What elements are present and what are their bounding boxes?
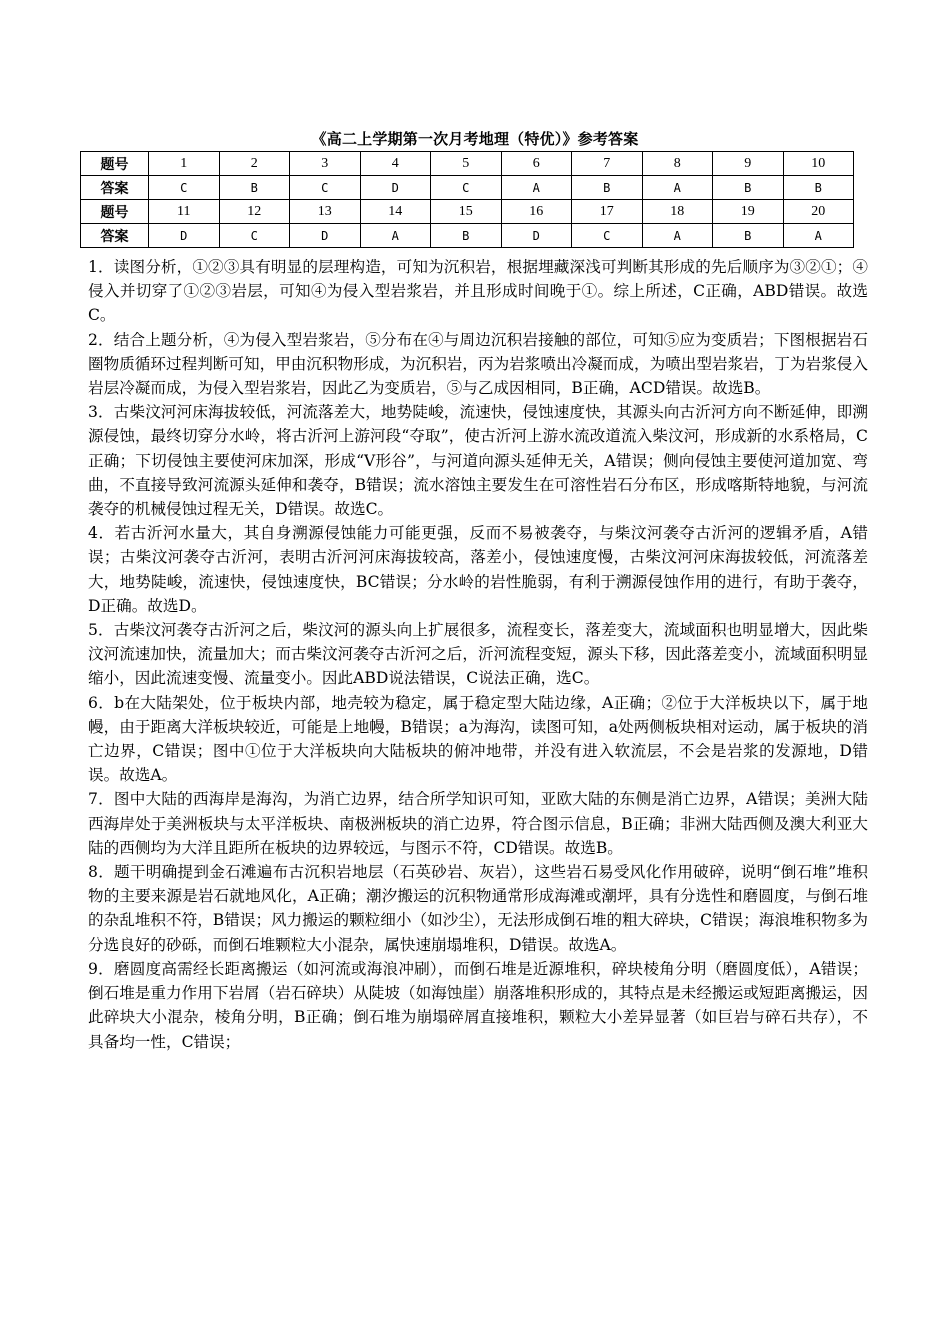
row-label-answer: 答案 xyxy=(81,176,149,200)
explanation-paragraph: 2．结合上题分析，④为侵入型岩浆岩，⑤分布在④与周边沉积岩接触的部位，可知⑤应为变质岩；下图根据岩石圈物质循环过程判断可知，甲由沉积物形成，为沉积岩，丙为岩浆喷出冷凝而成，为喷出型岩浆岩，丁为岩浆侵入岩层冷凝而成，为侵入型岩浆岩，因此乙为变质岩，⑤与乙成因相同，B正确，ACD错误。故选B。 xyxy=(88,330,868,398)
question-number-cell: 14 xyxy=(360,200,431,224)
answer-key-table xyxy=(80,151,854,248)
answer-cell: B xyxy=(783,176,854,200)
question-number-cell: 6 xyxy=(501,152,572,176)
explanation-paragraph: 8．题干明确提到金石滩遍布古沉积岩地层（石英砂岩、灰岩），这些岩石易受风化作用破碎，说明“倒石堆”堆积物的主要来源是岩石就地风化，A正确；潮汐搬运的沉积物通常形成海滩或潮坪，具有分选性和磨圆度，与倒石堆的杂乱堆积不符，B错误；风力搬运的颗粒细小（如沙尘），无法形成倒石堆的粗大碎块，C错误；海浪堆积物多为分选良好的砂砾，而倒石堆颗粒大小混杂，属快速崩塌堆积，D错误。故选A。 xyxy=(88,863,868,954)
answer-cell: C xyxy=(149,176,220,200)
explanation-paragraph: 3．古柴汶河河床海拔较低，河流落差大，地势陡峻，流速快，侵蚀速度快，其源头向古沂河方向不断延伸，即溯源侵蚀，最终切穿分水岭，将古沂河上游河段“夺取”，使古沂河上游水流改道流入柴汶河，形成新的水系格局，C正确；下切侵蚀主要使河床加深，形成“V形谷”，与河道向源头延伸无关，A错误；侧向侵蚀主要使河道加宽、弯曲，不直接导致河流源头延伸和袭夺，B错误；流水溶蚀主要发生在可溶性岩石分布区，形成喀斯特地貌，与河流袭夺的机械侵蚀过程无关，D错误。故选C。 xyxy=(88,403,868,519)
page-title: 《高二上学期第一次月考地理（特优）》参考答案 xyxy=(311,130,639,148)
question-number-cell: 15 xyxy=(431,200,502,224)
explanation-paragraph: 7．图中大陆的西海岸是海沟，为消亡边界，结合所学知识可知，亚欧大陆的东侧是消亡边界，A错误；美洲大陆西海岸处于美洲板块与太平洋板块、南极洲板块的消亡边界，符合图示信息，B正确；非洲大陆西侧及澳大利亚大陆的西侧均为大洋且距所在板块的边界较远，与图示不符，CD错误。故选B。 xyxy=(88,790,868,857)
table-row-question-numbers xyxy=(81,152,854,176)
explanation-paragraph: 4．若古沂河水量大，其自身溯源侵蚀能力可能更强，反而不易被袭夺，与柴汶河袭夺古沂河的逻辑矛盾，A错误；古柴汶河袭夺古沂河，表明古沂河河床海拔较高，落差小，侵蚀速度慢，古柴汶河河床海拔较低，河流落差大，地势陡峻，流速快，侵蚀速度快，BC错误；分水岭的岩性脆弱，有利于溯源侵蚀作用的进行，有助于袭夺，D正确。故选D。 xyxy=(88,524,868,615)
answer-cell: B xyxy=(219,176,290,200)
question-number-cell: 8 xyxy=(642,152,713,176)
answer-cell: D xyxy=(290,224,361,248)
answer-cell: B xyxy=(431,224,502,248)
question-number-cell: 7 xyxy=(572,152,643,176)
answer-cell: D xyxy=(360,176,431,200)
answer-cell: C xyxy=(431,176,502,200)
answer-cell: B xyxy=(713,224,784,248)
question-number-cell: 3 xyxy=(290,152,361,176)
answer-cell: B xyxy=(572,176,643,200)
answer-cell: A xyxy=(642,176,713,200)
row-label-question: 题号 xyxy=(81,152,149,176)
answer-cell: D xyxy=(501,224,572,248)
answer-cell: B xyxy=(713,176,784,200)
explanation-paragraph: 1．读图分析，①②③具有明显的层理构造，可知为沉积岩，根据埋藏深浅可判断其形成的先后顺序为③②①；④侵入并切穿了①②③岩层，可知④为侵入型岩浆岩，并且形成时间晚于①。综上所述，C正确，ABD错误。故选C。 xyxy=(88,258,868,325)
question-number-cell: 20 xyxy=(783,200,854,224)
question-number-cell: 19 xyxy=(713,200,784,224)
row-label-answer: 答案 xyxy=(81,224,149,248)
row-label-question: 题号 xyxy=(81,200,149,224)
question-number-cell: 18 xyxy=(642,200,713,224)
explanations xyxy=(88,255,868,1054)
question-number-cell: 1 xyxy=(149,152,220,176)
question-number-cell: 13 xyxy=(290,200,361,224)
explanation-paragraph: 9．磨圆度高需经长距离搬运（如河流或海浪冲刷），而倒石堆是近源堆积，碎块棱角分明（磨圆度低），A错误；倒石堆是重力作用下岩屑（岩石碎块）从陡坡（如海蚀崖）崩落堆积形成的，其特点是未经搬运或短距离搬运，因此碎块大小混杂，棱角分明，B正确；倒石堆为崩塌碎屑直接堆积，颗粒大小差异显著（如巨岩与碎石共存），不具备均一性，C错误； xyxy=(88,959,868,1051)
table-row-answers xyxy=(81,224,854,248)
question-number-cell: 11 xyxy=(149,200,220,224)
question-number-cell: 2 xyxy=(219,152,290,176)
answer-cell: C xyxy=(572,224,643,248)
question-number-cell: 12 xyxy=(219,200,290,224)
question-number-cell: 16 xyxy=(501,200,572,224)
answer-cell: D xyxy=(149,224,220,248)
table-row-answers xyxy=(81,176,854,200)
answer-cell: C xyxy=(219,224,290,248)
explanation-paragraph: 5．古柴汶河袭夺古沂河之后，柴汶河的源头向上扩展很多，流程变长，落差变大，流域面积也明显增大，因此柴汶河流速加快，流量加大；而古柴汶河袭夺古沂河之后，沂河流程变短，源头下移，因此落差变小，流域面积明显缩小，因此流速变慢、流量变小。因此ABD说法错误，C说法正确，选C。 xyxy=(88,621,868,688)
question-number-cell: 5 xyxy=(431,152,502,176)
question-number-cell: 4 xyxy=(360,152,431,176)
answer-cell: A xyxy=(501,176,572,200)
explanation-paragraph: 6．b在大陆架处，位于板块内部，地壳较为稳定，属于稳定型大陆边缘，A正确；②位于大洋板块以下，属于地幔，由于距离大洋板块较近，可能是上地幔，B错误；a为海沟，读图可知，a处两侧板块相对运动，属于板块的消亡边界，C错误；图中①位于大洋板块向大陆板块的俯冲地带，并没有进入软流层，不会是岩浆的发源地，D错误。故选A。 xyxy=(88,693,868,785)
answer-cell: C xyxy=(290,176,361,200)
answer-cell: A xyxy=(360,224,431,248)
question-number-cell: 10 xyxy=(783,152,854,176)
answer-cell: A xyxy=(783,224,854,248)
question-number-cell: 17 xyxy=(572,200,643,224)
question-number-cell: 9 xyxy=(713,152,784,176)
answer-cell: A xyxy=(642,224,713,248)
table-row-question-numbers xyxy=(81,200,854,224)
